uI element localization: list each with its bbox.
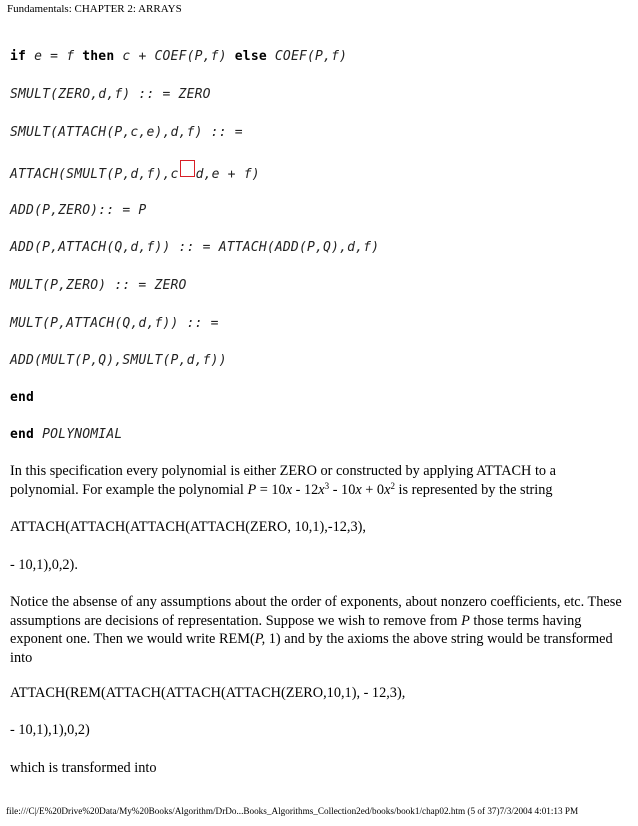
paragraph-2: Notice the absense of any assumptions about the order of exponents, about nonzero coefficients, etc. These assumptions are decisions of representation. Suppose we wish to remove from P those terms having exponent one. Then we would write REM(P, 1) and by the axioms the above string would be transformed into xyxy=(10,594,622,666)
code-line-3: SMULT(ATTACH(P,c,e),d,f) :: = xyxy=(10,125,243,140)
attach-string-line-2: - 10,1),0,2). xyxy=(10,557,78,573)
rem-string-line-2: - 10,1),1),0,2) xyxy=(10,722,90,738)
red-marker-box xyxy=(180,160,195,177)
code-line-6: ADD(P,ATTACH(Q,d,f)) :: = ATTACH(ADD(P,Q),d,f) xyxy=(10,240,380,255)
paragraph-1: In this specification every polynomial is either ZERO or constructed by applying ATTACH to a polynomial. For example the polynomial $P = 10x - 12x^3 - 10x + 0x^2$ is represented by the string xyxy=(10,463,556,498)
code-line-5: ADD(P,ZERO):: = P xyxy=(10,203,147,218)
code-line-8: MULT(P,ATTACH(Q,d,f)) :: = xyxy=(10,316,219,331)
code-line-9: ADD(MULT(P,Q),SMULT(P,d,f)) xyxy=(10,353,227,368)
rem-string-line-1: ATTACH(REM(ATTACH(ATTACH(ATTACH(ZERO,10,1), - 12,3), xyxy=(10,685,406,701)
code-else-expr: COEF(P,f) xyxy=(266,49,348,64)
code-line-end-polynomial xyxy=(10,426,122,444)
keyword-else: else xyxy=(234,49,267,64)
keyword-if: if xyxy=(10,49,27,64)
code-condition: e = f xyxy=(26,49,83,64)
code-line-4-part-b: d,e + f) xyxy=(195,167,260,182)
code-line-4-part-a: ATTACH(SMULT(P,d,f),c xyxy=(10,167,179,182)
code-line-end: end xyxy=(10,390,35,405)
keyword-end: end xyxy=(10,427,35,442)
page-header: Fundamentals: CHAPTER 2: ARRAYS xyxy=(7,3,182,15)
code-then-expr: c + COEF(P,f) xyxy=(114,49,235,64)
attach-string-line-1: ATTACH(ATTACH(ATTACH(ATTACH(ZERO, 10,1),-12,3), xyxy=(10,519,366,535)
page-footer-url: file:///C|/E%20Drive%20Data/My%20Books/Algorithm/DrDo...Books_Algorithms_Collection2ed/books/book1/chap02.htm (5 of 37)7/3/2004 4:01:13 PM xyxy=(6,806,579,816)
keyword-then: then xyxy=(82,49,115,64)
code-line-2: SMULT(ZERO,d,f) :: = ZERO xyxy=(10,87,211,102)
paragraph-3: which is transformed into xyxy=(10,760,157,776)
code-line-7: MULT(P,ZERO) :: = ZERO xyxy=(10,278,187,293)
code-module-name: POLYNOMIAL xyxy=(34,427,123,442)
code-line-1 xyxy=(10,48,347,66)
code-line-4 xyxy=(10,165,260,183)
